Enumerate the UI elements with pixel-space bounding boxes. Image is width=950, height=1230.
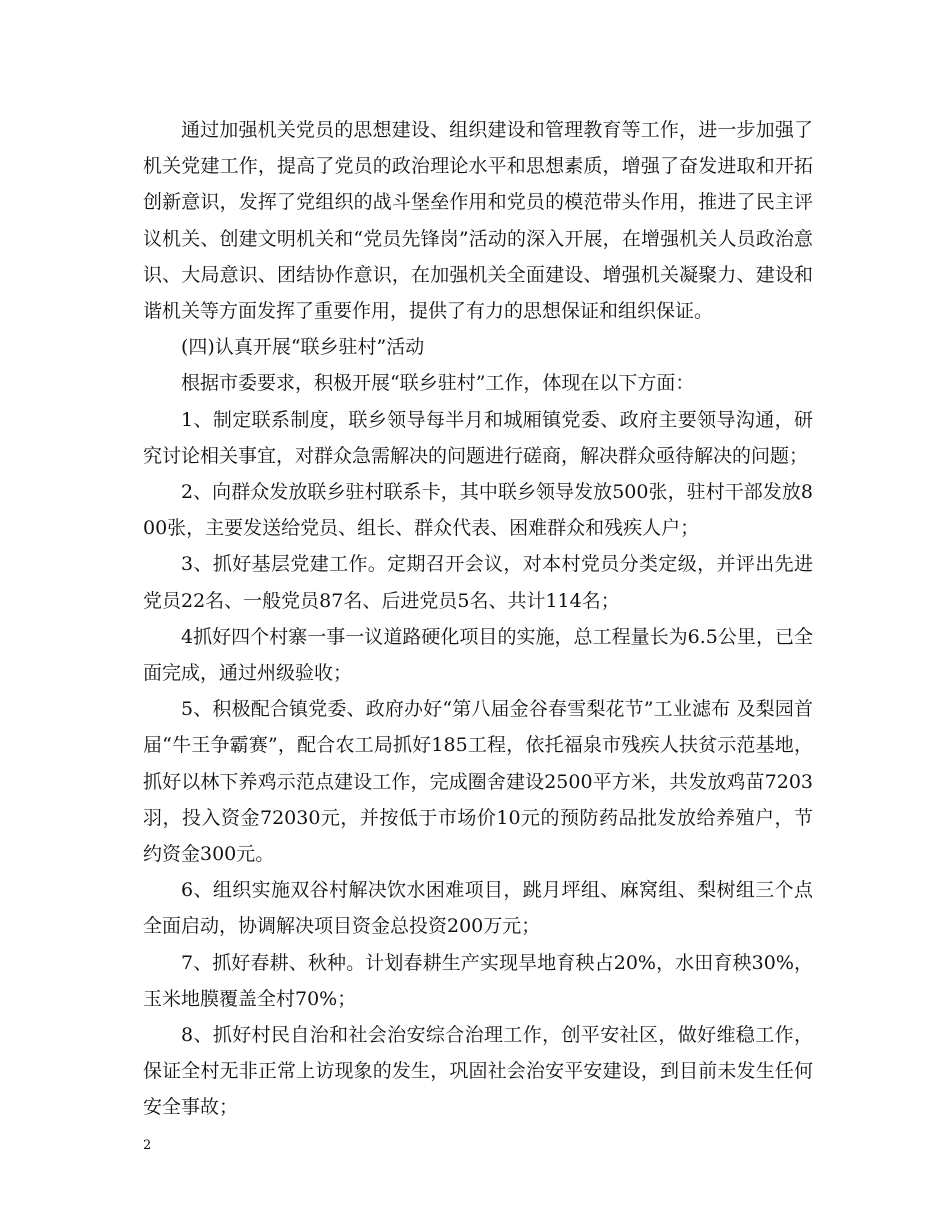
- document-body: [143, 112, 813, 1126]
- list-item-1: 1、制定联系制度，联乡领导每半月和城厢镇党委、政府主要领导沟通，研究讨论相关事宜，对群众急需解决的问题进行磋商，解决群众亟待解决的问题；: [143, 408, 813, 467]
- page-number: 2: [143, 1138, 152, 1153]
- paragraph-intro: 根据市委要求，积极开展“联乡驻村”工作，体现在以下方面：: [181, 372, 695, 395]
- list-item-6: 6、组织实施双谷村解决饮水困难项目，跳月坪组、麻窝组、梨树组三个点全面启动，协调解决项目资金总投资200万元；: [143, 879, 813, 938]
- list-item-5: 5、积极配合镇党委、政府办好“第八届金谷春雪梨花节”工业滤布 及梨园首届“牛王争霸赛”，配合农工局抓好185工程，依托福泉市残疾人扶贫示范基地，抓好以林下养鸡示范点建设工作，完成圈舍建设2500平方米，共发放鸡苗7203羽，投入资金72030元，并按低于市场价10元的预防药品批发放给养殖户，节约资金300元。: [143, 698, 813, 866]
- list-item-3: 3、抓好基层党建工作。定期召开会议，对本村党员分类定级，并评出先进党员22名、一般党员87名、后进党员5名、共计114名；: [143, 553, 813, 612]
- list-item-7: 7、抓好春耕、秋种。计划春耕生产实现旱地育秧占20%，水田育秧30%，玉米地膜覆盖全村70%；: [143, 951, 813, 1010]
- section-heading-village-liaison: (四)认真开展“联乡驻村”活动: [181, 336, 425, 359]
- list-item-2: 2、向群众发放联乡驻村联系卡，其中联乡领导发放500张，驻村干部发放800张，主要发送给党员、组长、群众代表、困难群众和残疾人户；: [143, 481, 813, 540]
- list-item-4: 4抓好四个村寨一事一议道路硬化项目的实施，总工程量长为6.5公里，已全面完成，通过州级验收；: [143, 625, 813, 685]
- list-item-8: 8、抓好村民自治和社会治安综合治理工作，创平安社区，做好维稳工作，保证全村无非正常上访现象的发生，巩固社会治安平安建设，到目前未发生任何安全事故；: [143, 1024, 813, 1119]
- paragraph-party-building-summary: 通过加强机关党员的思想建设、组织建设和管理教育等工作，进一步加强了机关党建工作，提高了党员的政治理论水平和思想素质，增强了奋发进取和开拓创新意识，发挥了党组织的战斗堡垒作用和党员的模范带头作用，推进了民主评议机关、创建文明机关和“党员先锋岗”活动的深入开展，在增强机关人员政治意识、大局意识、团结协作意识，在加强机关全面建设、增强机关凝聚力、建设和谐机关等方面发挥了重要作用，提供了有力的思想保证和组织保证。: [143, 119, 813, 323]
